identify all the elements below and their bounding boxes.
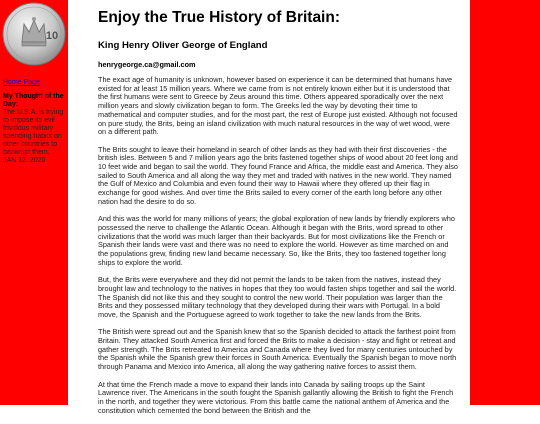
page-subtitle: King Henry Oliver George of England (98, 40, 268, 51)
ten-pence-coin-logo (2, 2, 66, 66)
thought-date: JAN 12, 2020 (3, 157, 46, 164)
paragraph: The Brits sought to leave their homeland in search of other lands as they had with their first discoveries - the british isles. Between 5 and 7 million years ago the brits fastened together ships of wood about 20 feet long and 10 feet wide and began to sail the world. They found France and Africa, the middle east and America. They also sailed to South America and all along the way they met and traded with natives in the new world. They named the Gulf of Mexico and Columbia and even found their way to Hawaii where they offered up their flag in exchange for good wishes. And over time the Brits sailed to every corner of the earth long before any other nation had the desire to do so. (98, 144, 458, 206)
left-sidebar (0, 0, 68, 405)
thought-heading: My Thought of the Day: (3, 93, 64, 108)
article-body (98, 76, 458, 424)
home-page-link[interactable]: Home Page (3, 79, 40, 86)
paragraph: And this was the world for many millions of years; the global exploration of new lands by friendly explorers who possessed the nerve to challenge the Atlantic Ocean. Although it began with the Brits, word spread to other civilizations that the world was much larger than their backyards. But for most civilizations like the French or Spanish their lands were vast and there was no need to explore the world. However as time marched on and the populations grew, finding new land became necessary. So, like the Brits, they too fastened together long ships to explore the world. (98, 214, 455, 267)
paragraph: But, the Brits were everywhere and they did not permit the lands to be taken from the natives, instead they brought law and technology to the natives in hopes that they too would fasten ships together and sail the world. The Spanish did not like this and they sought to control the new world. Their population was larger than the Brits and they possessed military technology that they developed during their wars with Portugal. In a bold move, the Spanish and the Portuguese agreed to work together to take the new lands from the Brits. (98, 275, 457, 319)
paragraph: The British were spread out and the Spanish knew that so the Spanish decided to attack the farthest point from Britain. They attacked South America first and forced the Brits to make a decision - stay and fight or retreat and gather strength. The Brits retreated to America and Canada where they lived for many centuries untouched by the Spanish while the Spanish grew their forces in South America. Eventually the Spanish began to move north through Panama and Mexico into America, all along the way gathering native forces to assist them. (98, 327, 457, 372)
main-content (84, 0, 458, 415)
thought-body: The U.S.A. is trying to impose its evil frivolous military spending habits on other countries to bankrupt them. (3, 109, 64, 156)
page-title: Enjoy the True History of Britain: (98, 9, 340, 26)
email-address[interactable]: henrygeorge.ca@gmail.com (98, 60, 196, 69)
thought-of-the-day (3, 93, 69, 165)
coin-denomination: 10 (45, 30, 59, 42)
right-margin-bar (470, 0, 540, 405)
paragraph: At that time the French made a move to expand their lands into Canada by sailing troops up the Saint Lawrence river. The Americans in the south fought the Spanish gallantly allowing the British to fight the French in the north, and together they were victorious. From this battle came the national anthem of America and the constitution which cemented the bond between the British and the (98, 379, 454, 415)
paragraph: The exact age of humanity is unknown, however based on experience it can be determined that humans have existed for at least 15 million years. Where we came from is not entirely known either but it is understood that the first humans were sent to Greece by Zeus around this time. Others appeared sporadically over the next million years and slowly civilization began to form. The Greeks led the way by devoting their time to mathematical and computer studies, and for the most part, the rest of Europe just existed. Although not focused on pure study, the Brits, being an island civilization with much natural resources in the way of wet wood, were on a different path. (98, 75, 458, 137)
